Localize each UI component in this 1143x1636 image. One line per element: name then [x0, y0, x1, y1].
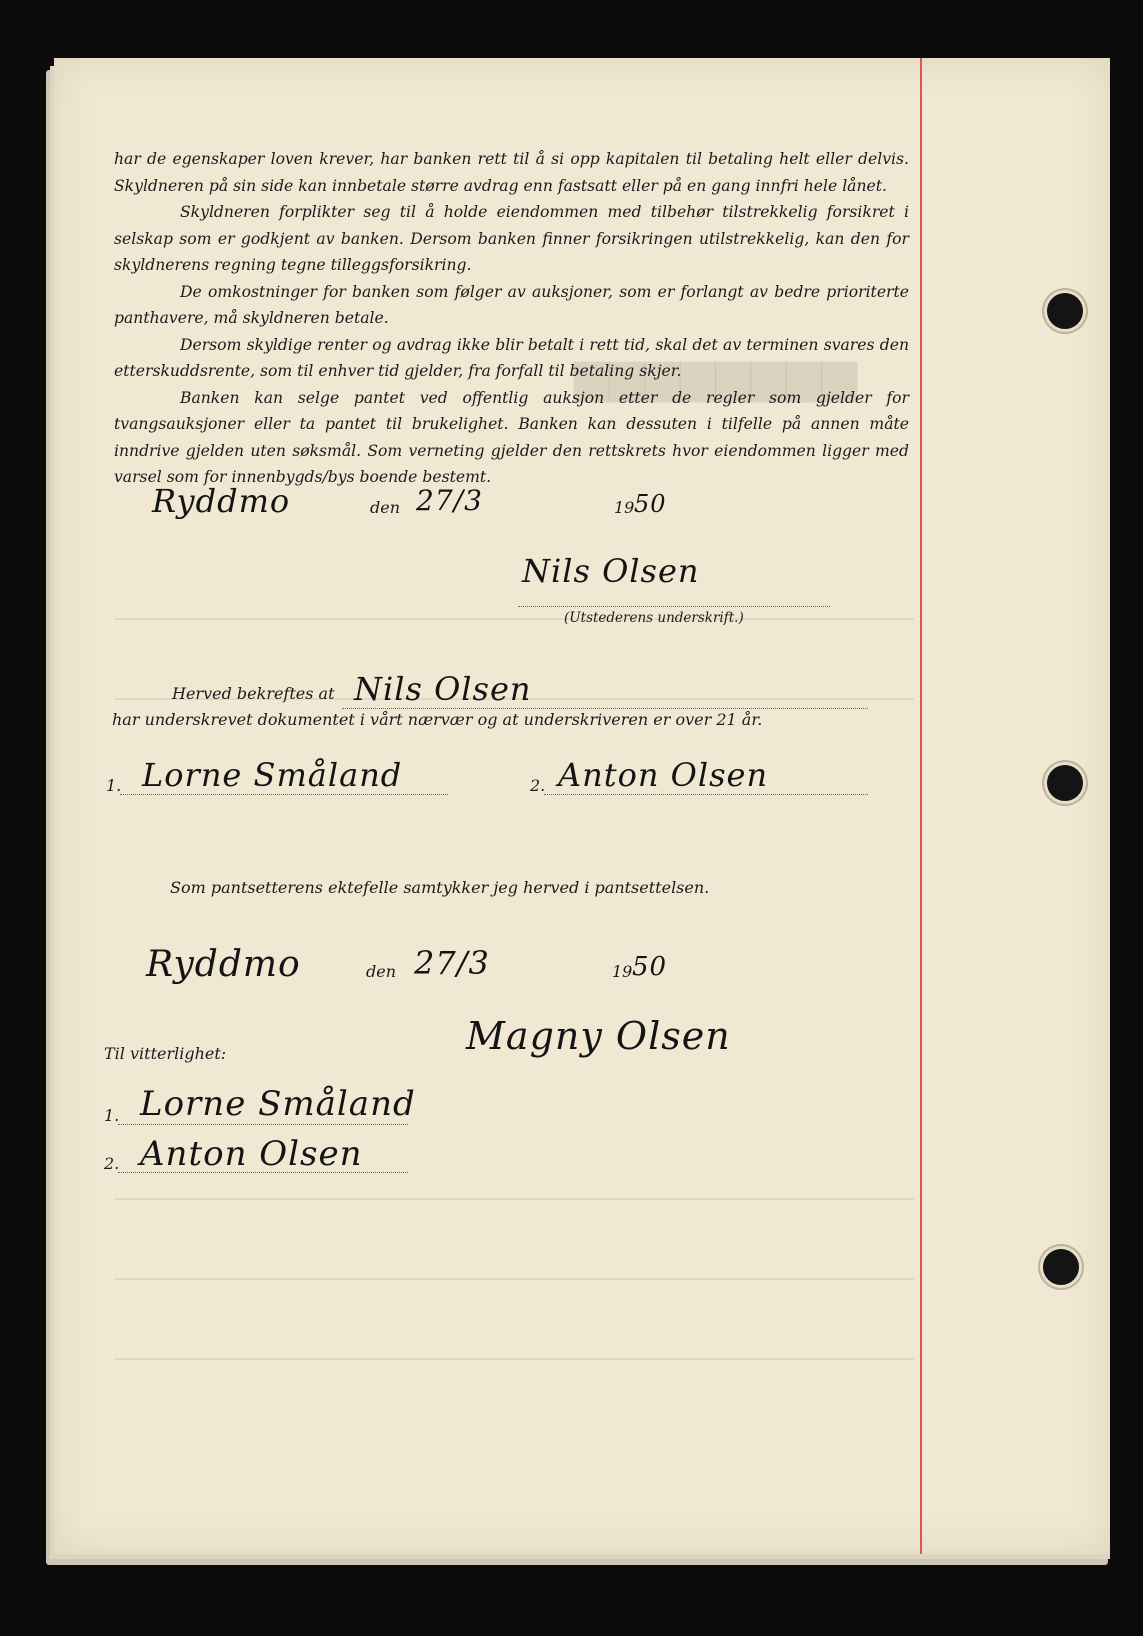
bleed-through-line — [114, 1198, 914, 1200]
witness-1-number: 1. — [106, 776, 122, 795]
body-text — [114, 146, 909, 491]
issuer-year-handwritten: 50 — [634, 490, 667, 518]
confirmation-name-line — [342, 708, 868, 709]
spouse-year-printed: 19 — [612, 962, 633, 981]
witness-1-signature: Lorne Småland — [142, 756, 403, 794]
witness-label: Til vitterlighet: — [104, 1044, 227, 1063]
red-margin-line — [920, 58, 922, 1554]
issuer-signature: Nils Olsen — [522, 552, 700, 590]
paragraph-3: De omkostninger for banken som følger av auksjoner, som er forlangt av bedre prioriterte panthavere, må skyldneren betale. — [114, 282, 909, 327]
spouse-den-label: den — [366, 962, 397, 981]
issuer-date-handwritten: 27/3 — [416, 484, 483, 517]
spouse-witness-2-signature: Anton Olsen — [140, 1134, 363, 1174]
witness-2-line — [544, 794, 868, 795]
paragraph-1: har de egenskaper loven krever, har banken rett til å si opp kapitalen til betaling helt eller delvis. Skyldneren på sin side kan innbetale større avdrag enn fastsatt eller på en gang innfri hele lånet. — [114, 150, 909, 195]
issuer-place-handwritten: Ryddmo — [152, 482, 291, 520]
issuer-signature-caption: (Utstederens underskrift.) — [564, 610, 744, 626]
spouse-witness-1-signature: Lorne Småland — [140, 1084, 416, 1124]
spouse-signature: Magny Olsen — [466, 1014, 731, 1058]
spouse-witness-2-number: 2. — [104, 1154, 120, 1173]
issuer-signature-line — [518, 606, 830, 607]
issuer-year-printed: 19 — [614, 498, 635, 517]
confirmation-name-handwritten: Nils Olsen — [354, 670, 532, 708]
confirmation-label: Herved bekreftes at — [172, 684, 335, 703]
spouse-witness-1-number: 1. — [104, 1106, 120, 1125]
spouse-witness-2-line — [118, 1172, 408, 1173]
paragraph-2: Skyldneren forplikter seg til å holde eiendommen med tilbehør tilstrekkelig forsikret i selskap som er godkjent av banken. Dersom banken finner forsikringen utilstrekkelig, kan den for skyldnerens regning tegne tilleggsforsikring. — [114, 203, 909, 274]
witness-2-signature: Anton Olsen — [558, 756, 769, 794]
paragraph-5: Banken kan selge pantet ved offentlig auksjon etter de regler som gjelder for tvangsauksjoner eller ta pantet til brukelighet. Banken kan dessuten i tilfelle på annen måte inndrive gjelden uten søksmål. Som verneting gjelder den rettskrets hvor eiendommen ligger med varsel som for innenbygds/bys boende bestemt. — [114, 388, 909, 486]
issuer-den-label: den — [370, 498, 401, 517]
punch-hole — [1040, 1246, 1082, 1288]
punch-hole — [1044, 290, 1086, 332]
witness-1-line — [120, 794, 448, 795]
spouse-year-handwritten: 50 — [632, 952, 668, 982]
spouse-place-handwritten: Ryddmo — [146, 944, 301, 985]
punch-hole — [1044, 762, 1086, 804]
bleed-through-line — [114, 618, 914, 620]
bleed-through-line — [114, 1278, 914, 1280]
paragraph-4: Dersom skyldige renter og avdrag ikke blir betalt i rett tid, skal det av terminen svares den etterskuddsrente, som til enhver tid gjelder, fra forfall til betaling skjer. — [114, 335, 909, 380]
witness-2-number: 2. — [530, 776, 546, 795]
spouse-date-handwritten: 27/3 — [414, 944, 490, 982]
spouse-witness-1-line — [118, 1124, 408, 1125]
bleed-through-line — [114, 1358, 914, 1360]
bleed-through-heading: ▆▆▆▆▆▆▆▆ — [574, 348, 858, 402]
confirmation-statement: har underskrevet dokumentet i vårt nærvær og at underskriveren er over 21 år. — [112, 710, 763, 729]
spouse-consent-statement: Som pantsetterens ektefelle samtykker jeg herved i pantsettelsen. — [170, 878, 710, 897]
document-page — [54, 58, 1110, 1554]
